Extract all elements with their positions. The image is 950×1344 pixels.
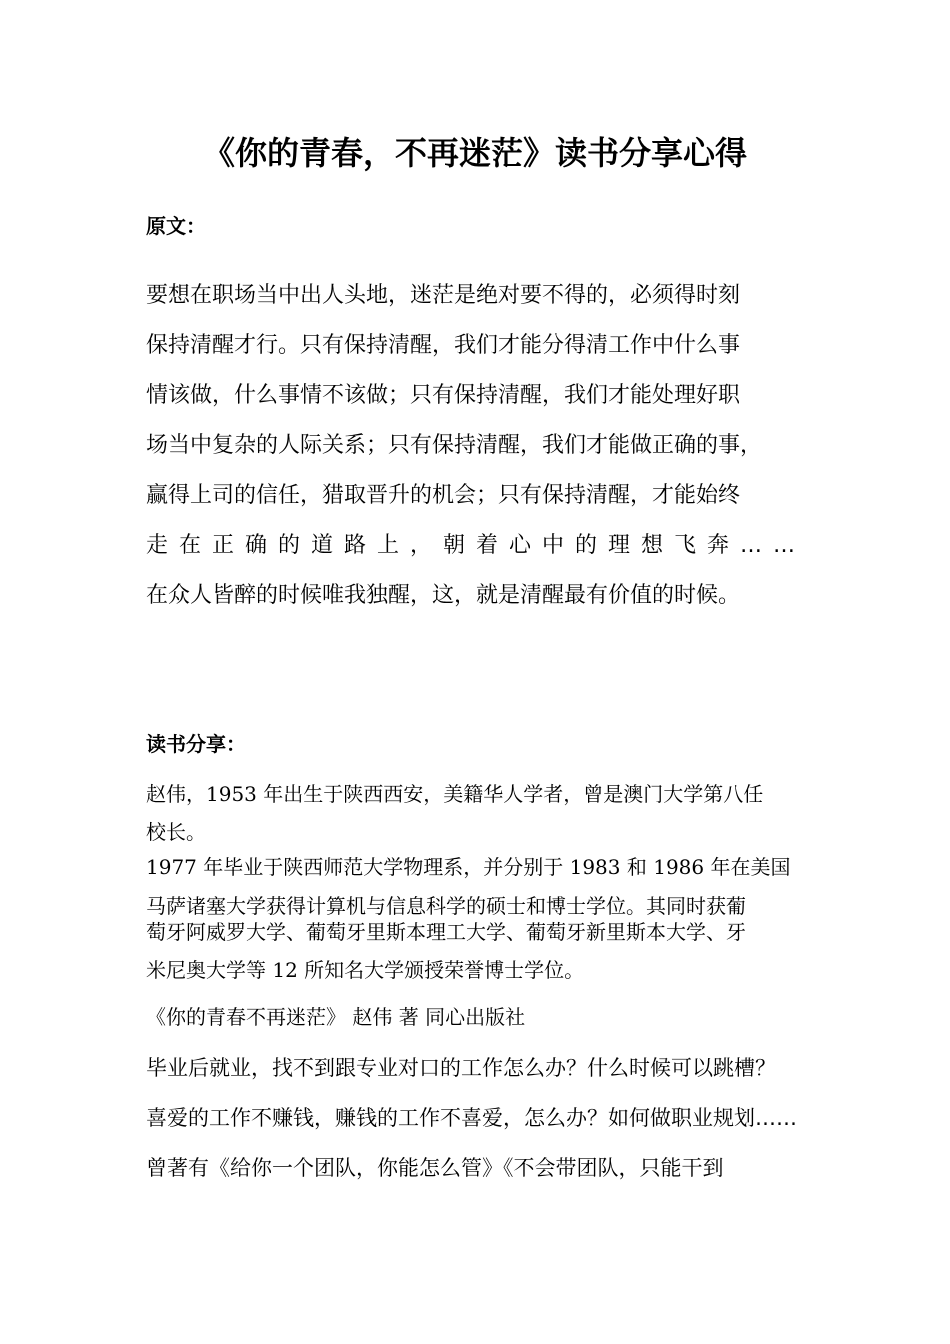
bio-line: 校长。: [146, 820, 206, 844]
paragraph-line: 情该做，什么事情不该做；只有保持清醒，我们才能处理好职: [146, 383, 741, 408]
paragraph-line: 要想在职场当中出人头地，迷茫是绝对要不得的，必须得时刻: [146, 283, 741, 308]
bio-line: 米尼奥大学等 12 所知名大学颁授荣誉博士学位。: [146, 958, 585, 982]
paragraph-line: 走在正确的道路上，朝着心中的理想飞奔……: [146, 533, 807, 558]
book-publisher: 赵伟 著 同心出版社: [346, 1005, 526, 1029]
book-title: 《你的青春不再迷茫》: [146, 1005, 346, 1029]
paragraph-line: 场当中复杂的人际关系；只有保持清醒，我们才能做正确的事，: [146, 433, 763, 458]
bio-line: 1977 年毕业于陕西师范大学物理系，并分别于 1983 和 1986 年在美国: [146, 855, 791, 879]
section-heading-original: 原文：: [146, 214, 206, 238]
share-text-line: 曾著有《给你一个团队，你能怎么管》《不会带团队，只能干到: [146, 1156, 724, 1180]
paragraph-line: 在众人皆醉的时候唯我独醒，这，就是清醒最有价值的时候。: [146, 583, 741, 608]
share-text-line: 喜爱的工作不赚钱，赚钱的工作不喜爱，怎么办？如何做职业规划……: [146, 1106, 797, 1130]
bio-line: 马萨诸塞大学获得计算机与信息科学的硕士和博士学位。其同时获葡: [146, 894, 746, 918]
original-text-paragraph: [146, 271, 826, 621]
paragraph-line: 保持清醒才行。只有保持清醒，我们才能分得清工作中什么事: [146, 333, 741, 358]
document-title: 《你的青春，不再迷茫》读书分享心得: [202, 134, 747, 172]
paragraph-line: 赢得上司的信任，猎取晋升的机会；只有保持清醒，才能始终: [146, 483, 741, 508]
book-info-line: [146, 1001, 525, 1030]
bio-line: 萄牙阿威罗大学、葡萄牙里斯本理工大学、葡萄牙新里斯本大学、牙: [146, 920, 746, 944]
bio-line: 赵伟，1953 年出生于陕西西安，美籍华人学者，曾是澳门大学第八任: [146, 782, 764, 806]
section-heading-share: 读书分享：: [146, 732, 246, 756]
share-text-line: 毕业后就业，找不到跟专业对口的工作怎么办？什么时候可以跳槽？: [146, 1056, 776, 1080]
